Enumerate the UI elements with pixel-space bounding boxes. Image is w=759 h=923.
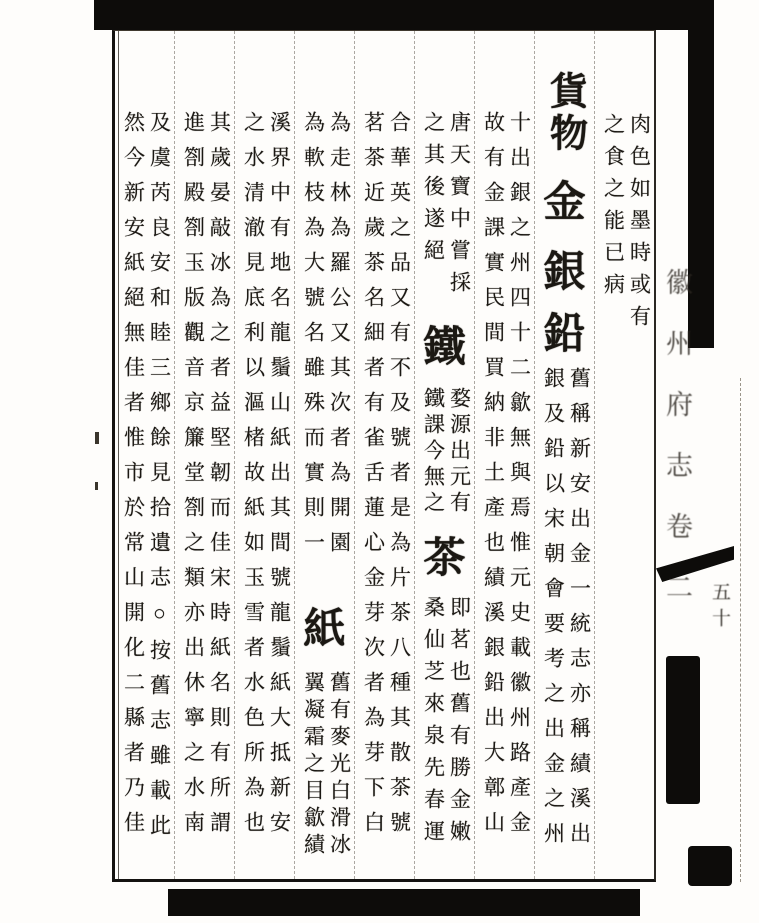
- annotation-pair: [597, 113, 653, 363]
- banxin-right-rule: [740, 378, 741, 882]
- banxin-volume-title: 徽州府志卷二: [662, 268, 692, 634]
- entry-iron: 鐵: [423, 325, 466, 371]
- entry-tea: 茶: [423, 536, 466, 582]
- banxin-page-number: 五十: [709, 582, 730, 634]
- annotation-pair: [417, 387, 473, 522]
- note-left: 銀及鉛以宋朝會要考之出金之州: [541, 367, 566, 857]
- note-right: 舊有麥光白滑冰: [327, 671, 352, 860]
- note-right: 十出銀之州四十二歙無與焉惟元史載徽州路產金: [507, 111, 532, 846]
- annotation-pair: [417, 111, 473, 309]
- entry-lead: 鉛: [543, 312, 586, 358]
- top-border-bar: [94, 0, 714, 30]
- column-7-note: [234, 31, 294, 879]
- note-right: 為走林為羅公又其次者為開園: [327, 111, 352, 566]
- bottom-right-ink-blob: [688, 846, 732, 886]
- note-left: 之食之能已病: [601, 113, 626, 305]
- note-left: 翼凝霜之目歙績: [301, 671, 326, 860]
- bottom-border-bar: [168, 889, 640, 916]
- scan-speck: [95, 482, 98, 490]
- column-9-note: [115, 31, 174, 879]
- note-right: 即茗也舊有勝金嫩: [447, 596, 472, 852]
- column-4-iron-tea: [414, 31, 474, 879]
- note-left: 茗茶近歲茶名細者有雀舌蓮心金芽次者為芽下白: [361, 111, 386, 846]
- annotation-pair: [297, 111, 353, 581]
- note-right: 肉色如墨時或有: [627, 113, 652, 337]
- column-2-goods-gold-silver-lead: [534, 31, 594, 879]
- column-6-paper: [294, 31, 354, 879]
- annotation-pair: [417, 596, 473, 866]
- note-left: 之其後遂絕: [421, 111, 446, 271]
- note-right: 其歲晏敲冰為之者益堅韌而佳宋時紙名則有所謂: [207, 111, 232, 846]
- note-left: 故有金課實民間買納非土產也績溪銀鉛出大鄣山: [481, 111, 506, 846]
- note-right: 舊稱新安出金一統志亦稱績溪出: [567, 367, 592, 857]
- note-left: 桑仙芝來泉先春運: [421, 596, 446, 852]
- note-left: 然今新安紙絕無佳者惟市於常山開化二縣者乃佳: [121, 111, 146, 846]
- annotation-pair: [177, 111, 233, 875]
- entry-silver: 銀: [543, 250, 586, 296]
- annotation-pair: [237, 111, 293, 875]
- text-frame: [112, 30, 656, 882]
- banxin-ink-block: [666, 656, 700, 804]
- note-right: 婺源出元有: [447, 387, 472, 517]
- note-left: 進劄殿劄玉版觀音京簾堂劄之類亦出休寧之水南: [181, 111, 206, 846]
- note-right: 及虞芮良安和睦三鄉餘見拾遺志○按舊志雖載此: [147, 111, 172, 849]
- column-3-note: [474, 31, 534, 879]
- note-left: 鐵課今無之: [421, 387, 446, 517]
- note-right: 溪界中有地名龍鬚山紙出其間號龍鬚紙大抵新安: [267, 111, 292, 846]
- section-header: 貨物: [543, 71, 586, 155]
- note-right: 合華英之品又有不及號者是為片茶八種其散茶號: [387, 111, 412, 846]
- annotation-pair: [477, 111, 533, 875]
- column-8-note: [174, 31, 234, 879]
- entry-gold: 金: [543, 180, 586, 226]
- annotation-pair: [357, 111, 413, 875]
- note-left: 之水清澈見底利以漚楮故紙如玉雪者水色所為也: [241, 111, 266, 846]
- column-1-prev-note-end: [594, 31, 654, 879]
- column-5-note: [354, 31, 414, 879]
- annotation-pair: [537, 367, 593, 877]
- note-left: 為軟枝為大號名雖殊而實則一: [301, 111, 326, 566]
- note-right: 唐天寶中嘗採: [447, 111, 472, 303]
- scan-speck: [95, 432, 99, 444]
- entry-paper: 紙: [303, 607, 346, 653]
- annotation-pair: [117, 111, 173, 875]
- annotation-pair: [297, 671, 353, 871]
